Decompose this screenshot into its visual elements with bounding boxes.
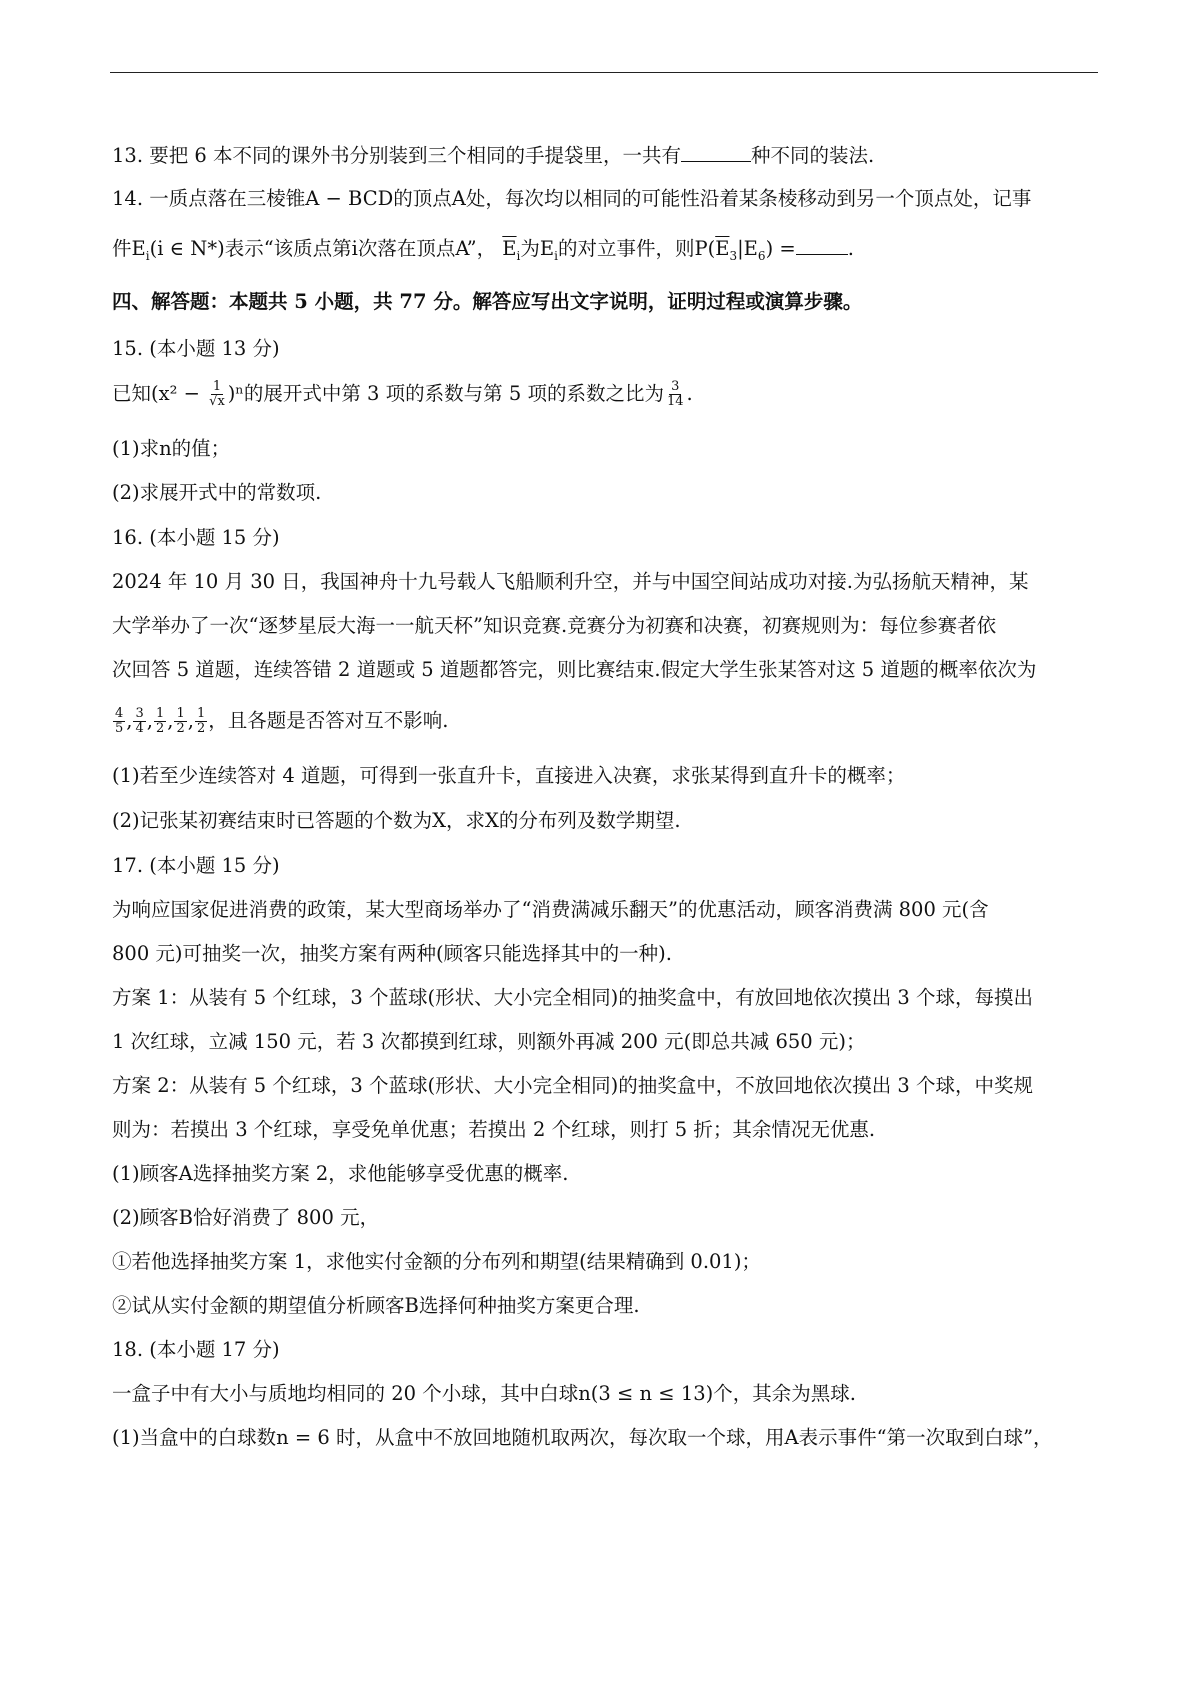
q16-probabilities: $\frac{4}{5}$ , $\frac{3}{4}$ , $\frac{1}{2}$ , $\frac{1}{2}$ , $\frac{1}{2}$ ，且各题是否答对互不影响. [115, 706, 449, 736]
q17-header: 17. (本小题 15 分) [112, 854, 280, 877]
question-14-line1 [112, 185, 1031, 213]
q16-line1: 2024 年 10 月 30 日，我国神舟十九号载人飞船顺利升空，并与中国空间站成功对接.为弘扬航天精神，某 [112, 570, 1029, 593]
q16-line4-tail: ，且各题是否答对互不影响. [208, 709, 449, 732]
sub-i: i [516, 248, 521, 263]
fraction [665, 380, 686, 409]
frac-den: 14 [666, 394, 684, 409]
q16-line2: 大学举办了一次“逐梦星辰大海一一航天杯”知识竞赛.竞赛分为初赛和决赛，初赛规则为：每位参赛者依 [112, 614, 997, 637]
frac-num: 1 [176, 706, 185, 721]
prob-fraction [174, 707, 186, 736]
frac-den: 5 [115, 721, 124, 736]
question-14-line2: 件$E_i(i$ ∈ N*)表示“该质点第i次落在顶点A”， $\overline{E}_i$为$E_i$的对立事件，则$P(\overline{E}_3|E_6)$ = . [112, 237, 854, 263]
prob-fraction [113, 707, 125, 736]
frac-num: 3 [671, 379, 680, 394]
q14-text-d: 的对立事件，则P( [557, 237, 716, 260]
fraction [207, 380, 227, 409]
prob-fraction [133, 707, 145, 736]
frac-den: 4 [135, 721, 144, 736]
frac-den: 2 [155, 721, 165, 736]
q17-line3: 方案 1：从装有 5 个红球，3 个蓝球(形状、大小完全相同)的抽奖盒中，有放回地依次摸出 3 个球，每摸出 [112, 986, 1034, 1009]
q17-part2a: ①若他选择抽奖方案 1，求他实付金额的分布列和期望(结果精确到 0.01)； [112, 1250, 761, 1273]
q14-text-f: ) = [765, 237, 796, 260]
q15-stem: 已知(x² − $\frac{1}{√x}$ )ⁿ的展开式中第 3 项的系数与第 5 项的系数之比为 $\frac{3}{14}$ . [112, 379, 693, 409]
q17-line6: 则为：若摸出 3 个红球，享受免单优惠；若摸出 2 个红球，则打 5 折；其余情况无优惠. [112, 1118, 876, 1141]
q14-text: 14. 一质点落在三棱锥A − BCD的顶点A处，每次均以相同的可能性沿着某条棱移动到另一个顶点处，记事 [112, 187, 1032, 210]
q17-line2: 800 元)可抽奖一次，抽奖方案有两种(顾客只能选择其中的一种). [112, 942, 672, 965]
q14-text-a: 件E [112, 237, 146, 260]
answer-blank [796, 236, 848, 255]
e-bar: $\overline{E}$ [502, 237, 517, 260]
q17-part1: (1)顾客A选择抽奖方案 2，求他能够享受优惠的概率. [112, 1162, 569, 1185]
frac-num: 1 [212, 379, 222, 394]
q15-stem-a: 已知(x² − [112, 382, 207, 405]
q17-line1: 为响应国家促进消费的政策，某大型商场举办了“消费满减乐翻天”的优惠活动，顾客消费满 800 元(含 [112, 898, 989, 921]
q18-line1: 一盒子中有大小与质地均相同的 20 个小球，其中白球n(3 ≤ n ≤ 13)个，其余为黑球. [112, 1382, 856, 1405]
q16-part1: (1)若至少连续答对 4 道题，可得到一张直升卡，直接进入决赛，求张某得到直升卡的概率； [112, 764, 906, 787]
frac-den: 2 [176, 721, 185, 736]
q17-line5: 方案 2：从装有 5 个红球，3 个蓝球(形状、大小完全相同)的抽奖盒中，不放回地依次摸出 3 个球，中奖规 [112, 1074, 1034, 1097]
q15-part1: (1)求n的值； [112, 437, 231, 460]
q16-part2: (2)记张某初赛结束时已答题的个数为X，求X的分布列及数学期望. [112, 809, 681, 832]
frac-num: 1 [155, 706, 165, 721]
sub-3: 3 [729, 248, 738, 263]
prob-fraction [195, 707, 207, 736]
frac-num: 1 [196, 706, 206, 721]
answer-blank [681, 143, 751, 162]
frac-num: 3 [135, 706, 144, 721]
q16-line3: 次回答 5 道题，连续答错 2 道题或 5 道题都答完，则比赛结束.假定大学生张某答对这 5 道题的概率依次为 [112, 658, 1037, 681]
prob-fraction [154, 707, 166, 736]
frac-num: 4 [115, 706, 124, 721]
sub-6: 6 [757, 248, 766, 263]
q17-part2b: ②试从实付金额的期望值分析顾客B选择何种抽奖方案更合理. [112, 1294, 640, 1317]
q13-text-end: 种不同的装法. [751, 144, 875, 167]
q14-text-b: (i ∈ N*)表示“该质点第i次落在顶点A”， [149, 237, 497, 260]
q15-header: 15. (本小题 13 分) [112, 337, 280, 360]
q14-text-c: 为E [520, 237, 555, 260]
sub-i: i [554, 248, 558, 263]
q17-part2: (2)顾客B恰好消费了 800 元， [112, 1206, 380, 1229]
q15-stem-b: )ⁿ的展开式中第 3 项的系数与第 5 项的系数之比为 [227, 382, 664, 405]
question-13 [112, 142, 874, 170]
frac-den: √x [209, 394, 225, 409]
section-4-heading: 四、解答题：本题共 5 小题，共 77 分。解答应写出文字说明，证明过程或演算步骤。 [112, 290, 863, 313]
q18-line2: (1)当盒中的白球数n = 6 时，从盒中不放回地随机取两次，每次取一个球，用A表示事件“第一次取到白球”， [112, 1426, 1053, 1449]
q15-part2: (2)求展开式中的常数项. [112, 481, 322, 504]
q14-text-e: |E [737, 237, 758, 260]
q18-header: 18. (本小题 17 分) [112, 1338, 280, 1361]
q13-text: 13. 要把 6 本不同的课外书分别装到三个相同的手提袋里，一共有 [112, 144, 682, 167]
frac-den: 2 [196, 721, 206, 736]
q17-line4: 1 次红球，立减 150 元，若 3 次都摸到红球，则额外再减 200 元(即总共减 650 元)； [112, 1030, 866, 1053]
q16-header: 16. (本小题 15 分) [112, 526, 280, 549]
sub-i: i [145, 248, 150, 263]
e-bar: $\overline{E}$ [715, 237, 730, 260]
header-rule [110, 72, 1098, 73]
